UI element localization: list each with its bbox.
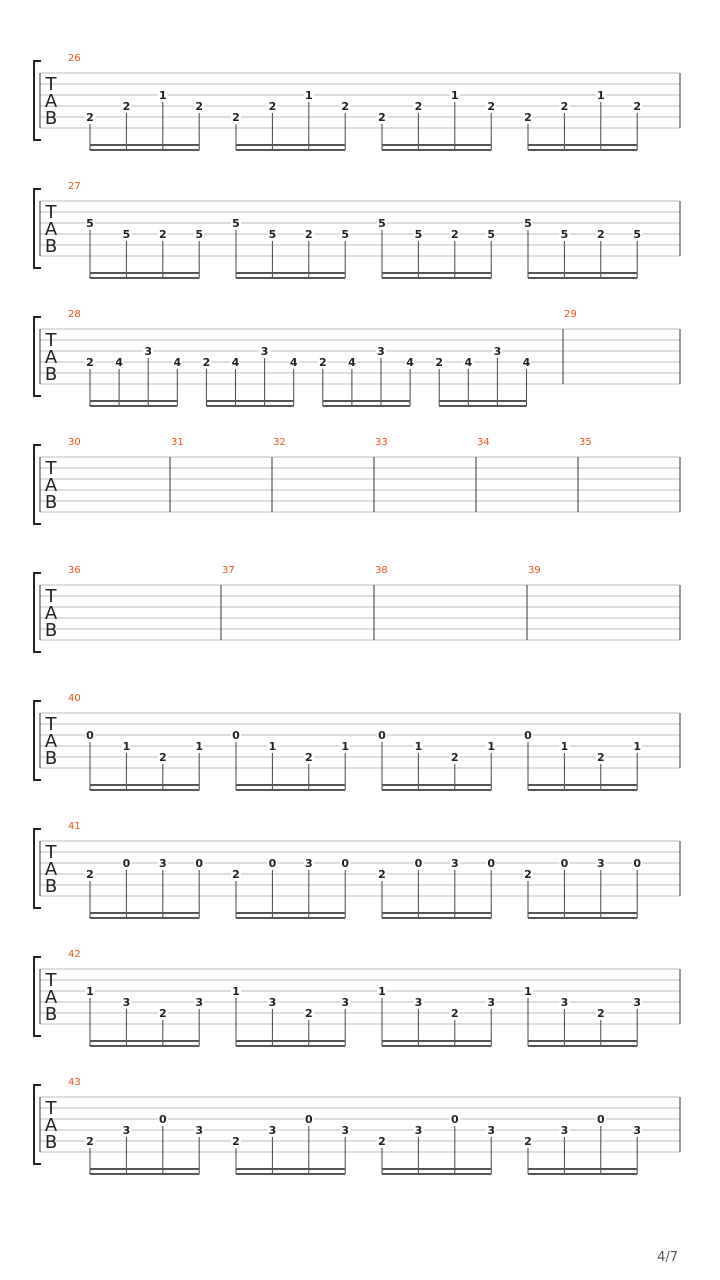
fret-number: 0 bbox=[560, 857, 569, 870]
tab-clef-letter: T bbox=[45, 74, 57, 95]
fret-number: 2 bbox=[450, 228, 459, 241]
system bbox=[34, 821, 680, 918]
fret-number: 5 bbox=[341, 228, 350, 241]
tab-clef-letter: A bbox=[44, 347, 58, 368]
fret-number: 0 bbox=[450, 1113, 459, 1126]
measure-number: 29 bbox=[564, 309, 577, 320]
fret-number: 0 bbox=[86, 729, 94, 742]
fret-number: 2 bbox=[232, 868, 240, 881]
fret-number: 0 bbox=[414, 857, 423, 870]
fret-number: 2 bbox=[596, 1007, 605, 1020]
fret-number: 2 bbox=[378, 868, 386, 881]
fret-number: 2 bbox=[633, 100, 642, 113]
fret-number: 1 bbox=[560, 740, 569, 753]
fret-number: 2 bbox=[232, 1135, 240, 1148]
fret-number: 1 bbox=[524, 985, 532, 998]
tab-clef-letter: B bbox=[44, 1004, 58, 1025]
fret-number: 1 bbox=[341, 740, 350, 753]
fret-number: 0 bbox=[232, 729, 240, 742]
fret-number: 3 bbox=[487, 996, 496, 1009]
fret-number: 2 bbox=[596, 751, 605, 764]
fret-number: 5 bbox=[633, 228, 642, 241]
fret-number: 3 bbox=[633, 1124, 642, 1137]
fret-number: 3 bbox=[260, 345, 269, 358]
fret-number: 5 bbox=[487, 228, 496, 241]
fret-number: 2 bbox=[435, 356, 444, 369]
fret-number: 5 bbox=[560, 228, 569, 241]
fret-number: 3 bbox=[268, 1124, 277, 1137]
fret-number: 3 bbox=[560, 996, 569, 1009]
tab-clef-letter: B bbox=[44, 620, 58, 641]
system bbox=[34, 53, 680, 150]
fret-number: 3 bbox=[304, 857, 313, 870]
fret-number: 2 bbox=[232, 111, 240, 124]
fret-number: 5 bbox=[524, 217, 532, 230]
fret-number: 1 bbox=[232, 985, 240, 998]
fret-number: 3 bbox=[493, 345, 502, 358]
fret-number: 1 bbox=[596, 89, 605, 102]
fret-number: 3 bbox=[144, 345, 153, 358]
measure-number: 26 bbox=[68, 53, 81, 64]
fret-number: 1 bbox=[414, 740, 423, 753]
tab-clef-letter: B bbox=[44, 1132, 58, 1153]
tab-clef-letter: A bbox=[44, 859, 58, 880]
fret-number: 3 bbox=[414, 1124, 423, 1137]
fret-number: 3 bbox=[158, 857, 167, 870]
fret-number: 0 bbox=[341, 857, 350, 870]
fret-number: 0 bbox=[268, 857, 277, 870]
fret-number: 2 bbox=[158, 1007, 167, 1020]
fret-number: 2 bbox=[86, 1135, 94, 1148]
measure-number: 40 bbox=[68, 693, 81, 704]
fret-number: 3 bbox=[268, 996, 277, 1009]
system bbox=[34, 1077, 680, 1174]
tab-clef-letter: T bbox=[45, 714, 57, 735]
fret-number: 1 bbox=[158, 89, 167, 102]
tab-clef-letter: T bbox=[45, 330, 57, 351]
fret-number: 3 bbox=[633, 996, 642, 1009]
tab-clef-letter: A bbox=[44, 91, 58, 112]
tab-clef-letter: B bbox=[44, 108, 58, 129]
tab-clef-letter: T bbox=[45, 458, 57, 479]
tab-clef-letter: B bbox=[44, 876, 58, 897]
fret-number: 2 bbox=[304, 228, 313, 241]
system bbox=[34, 693, 680, 790]
measure-number: 42 bbox=[68, 949, 81, 960]
fret-number: 0 bbox=[158, 1113, 167, 1126]
fret-number: 3 bbox=[341, 996, 350, 1009]
tab-clef-letter: T bbox=[45, 970, 57, 991]
measure-number: 41 bbox=[68, 821, 81, 832]
measure-number: 35 bbox=[579, 437, 592, 448]
fret-number: 0 bbox=[195, 857, 204, 870]
measure-number: 39 bbox=[528, 565, 541, 576]
fret-number: 0 bbox=[378, 729, 386, 742]
tab-clef-letter: A bbox=[44, 475, 58, 496]
tab-clef-letter: A bbox=[44, 219, 58, 240]
fret-number: 4 bbox=[464, 356, 473, 369]
fret-number: 2 bbox=[86, 111, 94, 124]
fret-number: 3 bbox=[122, 1124, 131, 1137]
fret-number: 2 bbox=[596, 228, 605, 241]
fret-number: 3 bbox=[377, 345, 385, 358]
fret-number: 2 bbox=[524, 868, 532, 881]
fret-number: 4 bbox=[522, 356, 531, 369]
fret-number: 3 bbox=[596, 857, 605, 870]
fret-number: 2 bbox=[378, 1135, 386, 1148]
fret-number: 0 bbox=[304, 1113, 313, 1126]
fret-number: 2 bbox=[450, 1007, 459, 1020]
fret-number: 0 bbox=[524, 729, 532, 742]
system bbox=[34, 309, 680, 406]
fret-number: 2 bbox=[268, 100, 277, 113]
fret-number: 3 bbox=[195, 996, 204, 1009]
fret-number: 2 bbox=[378, 111, 386, 124]
fret-number: 2 bbox=[450, 751, 459, 764]
fret-number: 4 bbox=[348, 356, 356, 369]
fret-number: 2 bbox=[524, 111, 532, 124]
measure-number: 32 bbox=[273, 437, 286, 448]
tab-clef-letter: A bbox=[44, 1115, 58, 1136]
fret-number: 0 bbox=[633, 857, 642, 870]
fret-number: 2 bbox=[195, 100, 204, 113]
tab-clef-letter: B bbox=[44, 364, 58, 385]
measure-number: 28 bbox=[68, 309, 81, 320]
measure-number: 34 bbox=[477, 437, 490, 448]
fret-number: 5 bbox=[268, 228, 277, 241]
fret-number: 3 bbox=[341, 1124, 350, 1137]
fret-number: 3 bbox=[195, 1124, 204, 1137]
fret-number: 4 bbox=[115, 356, 123, 369]
fret-number: 4 bbox=[406, 356, 414, 369]
fret-number: 1 bbox=[633, 740, 642, 753]
fret-number: 4 bbox=[173, 356, 182, 369]
fret-number: 1 bbox=[487, 740, 496, 753]
fret-number: 2 bbox=[414, 100, 423, 113]
fret-number: 4 bbox=[289, 356, 298, 369]
fret-number: 2 bbox=[202, 356, 211, 369]
fret-number: 5 bbox=[378, 217, 386, 230]
fret-number: 4 bbox=[231, 356, 240, 369]
tab-clef-letter: A bbox=[44, 731, 58, 752]
fret-number: 3 bbox=[414, 996, 423, 1009]
tab-clef-letter: T bbox=[45, 586, 57, 607]
system bbox=[34, 437, 680, 524]
fret-number: 5 bbox=[195, 228, 204, 241]
page-number: 4/7 bbox=[657, 1250, 678, 1265]
measure-number: 33 bbox=[375, 437, 388, 448]
fret-number: 1 bbox=[86, 985, 94, 998]
fret-number: 2 bbox=[318, 356, 327, 369]
fret-number: 2 bbox=[158, 228, 167, 241]
fret-number: 2 bbox=[341, 100, 350, 113]
fret-number: 2 bbox=[304, 751, 313, 764]
fret-number: 3 bbox=[450, 857, 459, 870]
fret-number: 1 bbox=[268, 740, 277, 753]
fret-number: 5 bbox=[232, 217, 240, 230]
fret-number: 5 bbox=[122, 228, 131, 241]
fret-number: 1 bbox=[450, 89, 459, 102]
tab-clef-letter: T bbox=[45, 202, 57, 223]
tab-clef-letter: A bbox=[44, 987, 58, 1008]
fret-number: 2 bbox=[487, 100, 496, 113]
fret-number: 1 bbox=[378, 985, 386, 998]
tab-clef-letter: B bbox=[44, 492, 58, 513]
fret-number: 2 bbox=[122, 100, 131, 113]
system bbox=[34, 949, 680, 1046]
measure-number: 37 bbox=[222, 565, 235, 576]
fret-number: 2 bbox=[86, 356, 94, 369]
measure-number: 38 bbox=[375, 565, 388, 576]
fret-number: 1 bbox=[304, 89, 313, 102]
tab-clef-letter: A bbox=[44, 603, 58, 624]
tab-clef-letter: T bbox=[45, 842, 57, 863]
fret-number: 2 bbox=[86, 868, 94, 881]
system bbox=[34, 181, 680, 278]
fret-number: 5 bbox=[414, 228, 423, 241]
fret-number: 1 bbox=[195, 740, 204, 753]
measure-number: 30 bbox=[68, 437, 81, 448]
fret-number: 2 bbox=[560, 100, 569, 113]
tab-clef-letter: B bbox=[44, 748, 58, 769]
fret-number: 0 bbox=[122, 857, 131, 870]
fret-number: 5 bbox=[86, 217, 94, 230]
fret-number: 2 bbox=[304, 1007, 313, 1020]
measure-number: 31 bbox=[171, 437, 184, 448]
fret-number: 0 bbox=[487, 857, 496, 870]
measure-number: 36 bbox=[68, 565, 81, 576]
fret-number: 0 bbox=[596, 1113, 605, 1126]
fret-number: 2 bbox=[524, 1135, 532, 1148]
fret-number: 2 bbox=[158, 751, 167, 764]
measure-number: 43 bbox=[68, 1077, 81, 1088]
tab-clef-letter: T bbox=[45, 1098, 57, 1119]
fret-number: 1 bbox=[122, 740, 131, 753]
fret-number: 3 bbox=[487, 1124, 496, 1137]
system bbox=[34, 565, 680, 652]
fret-number: 3 bbox=[560, 1124, 569, 1137]
measure-number: 27 bbox=[68, 181, 81, 192]
fret-number: 3 bbox=[122, 996, 131, 1009]
tab-clef-letter: B bbox=[44, 236, 58, 257]
